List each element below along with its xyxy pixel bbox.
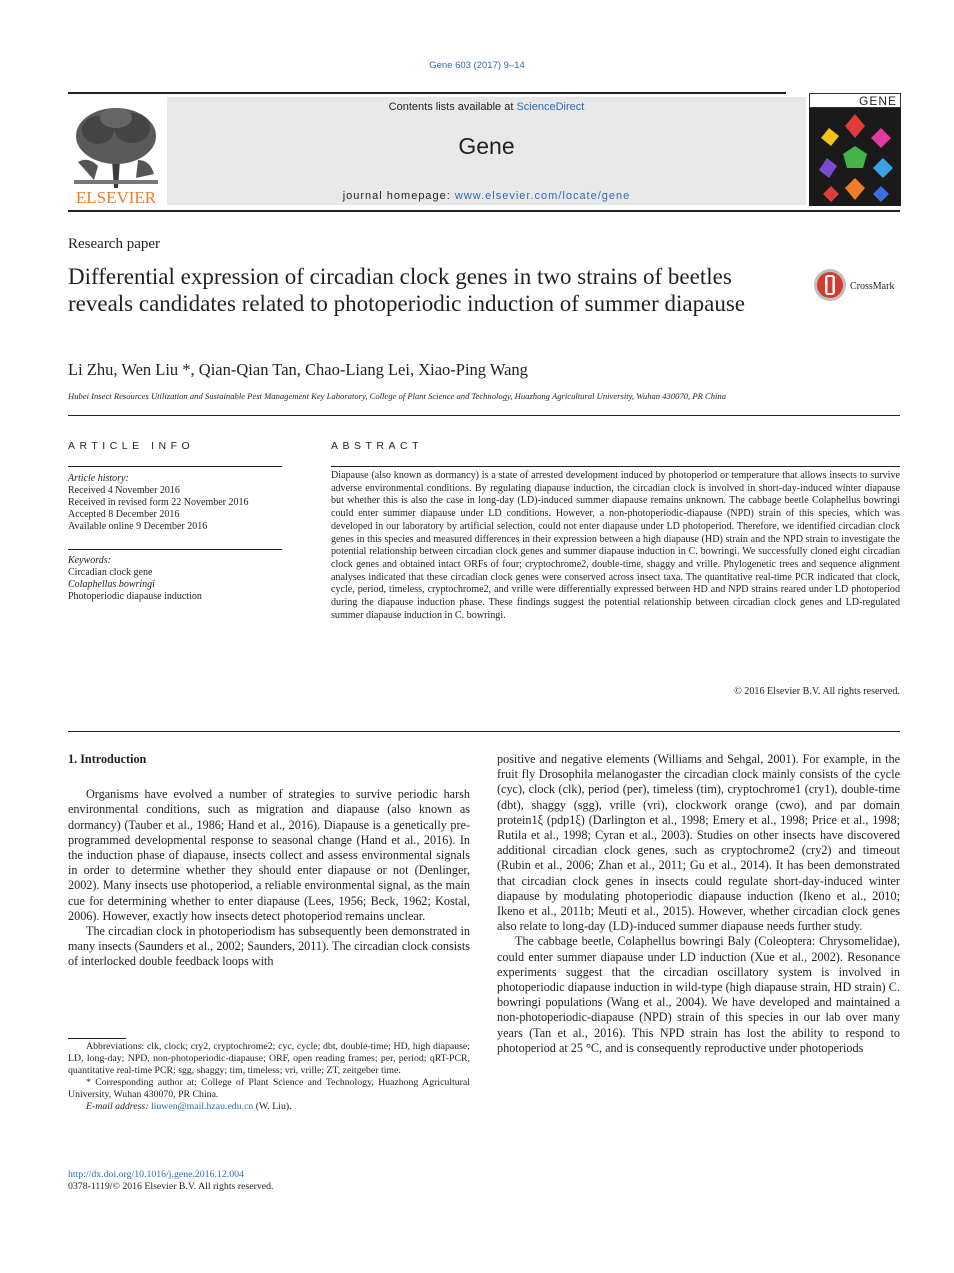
elsevier-wordmark: ELSEVIER (75, 188, 157, 206)
doi-block (68, 1169, 273, 1193)
body-paragraph: The circadian clock in photoperiodism has subsequently been demonstrated in many insects (Saunders et al., 2002; Saunders, 2011). The circadian clock consists of interlocked double feedback loops with (68, 924, 470, 969)
header-rule (68, 92, 786, 94)
homepage-line (167, 190, 806, 202)
info-rule (68, 466, 282, 467)
abstract-text: Diapause (also known as dormancy) is a state of arrested development induced by photoperiod or temperature that allows insects to survive adverse environmental conditions. By regulating diapause induction, the circadian clock is involved in short-day-induced winter diapause but whether this is also the case in long-day (LD)-induced summer diapause remains unknown. The cabbage beetle Colaphellus bowringi could enter summer diapause under LD conditions. However, a non-photoperiodic-diapause (NPD) strain of this species, which was developed in our laboratory by artificial selection, could not enter diapause under LD photoperiod. Therefore, we identified circadian clock genes in this species and measured differences in their expression between a high diapause (HD) strain and the NPD strain to investigate the potential relationship between circadian clock genes and summer diapause induction in C. bowringi. We successfully cloned eight circadian clock genes and obtained intact ORFs of four; cryptochrome2, double-time, shaggy and vrille. Phylogenetic trees and sequence alignment analyses indicated that these circadian clock genes were conserved across insect taxa. The quantitative real-time PCR indicated that clock, cycle, period, timeless, cryptochrome2, and vrille were differentially expressed between HD and NPD strains reared under LD photoperiod during the diapause induction phase. These findings suggest the potential relationship between circadian clock genes and LD-regulated summer diapause induction in C. bowringi. (331, 470, 900, 621)
body-paragraph: positive and negative elements (Williams and Sehgal, 2001). For example, in the fruit fly Drosophila melanogaster the circadian clock mainly consists of the cycle (cyc), clock (clk), period (per), timeless (tim), cryptochrome1 (cry1), double-time (dbt), shaggy (sgg), vrille (vri), clockwork orange (cwo), and par domain protein1ξ (pdp1ξ) (Darlington et al., 1998; Emery et al., 1998; Price et al., 1998; Rutila et al., 1998; Cyran et al., 2003). Studies on other insects have discovered additional circadian clock genes, such as cryptochrome2 (cry2) and timeout (Rubin et al., 2006; Zhan et al., 2011; Gu et al., 2014). It has been demonstrated that circadian clock genes in insects could regulate short-day-induced winter diapause by modulating photoperiodic diapause induction (Ikeno et al., 2010; Ikeno et al., 2011b; Meuti et al., 2015). However, whether circadian clock genes also relate to long-day (LD)-induced summer diapause needs further study. (497, 752, 900, 934)
email-footnote (68, 1101, 470, 1113)
affiliation: Hubei Insect Resources Utilization and Sustainable Pest Management Key Laboratory, College of Plant Science and Technology, Huazhong Agricultural University, Wuhan 430070, PR China (68, 391, 726, 401)
article-info-heading: ARTICLE INFO (68, 440, 195, 452)
keyword-item: Circadian clock gene (68, 567, 153, 578)
article-history (68, 473, 282, 533)
keyword-item: Photoperiodic diapause induction (68, 591, 202, 602)
abstract-rule (331, 466, 900, 467)
body-column-right (497, 752, 900, 1056)
elsevier-logo[interactable] (68, 100, 164, 206)
body-paragraph: The cabbage beetle, Colaphellus bowringi Baly (Coleoptera: Chrysomelidae), could enter summer diapause under LD induction (Xue et al., 2002). Resonance experiments suggest that the circadian oscillatory system is involved in photoperiodic diapause induction in wild-type (high diapause strain, HD strain) C. bowringi populations (Wang et al., 2004). We have developed and maintained a non-photoperiodic-diapause (NPD) strain of this species in our lab over many years (Tan et al., 2016). This NPD strain has lost the ability to respond to photoperiod at 25 °C, and is consequently reproductive under photoperiods (497, 934, 900, 1055)
crossmark-badge[interactable] (812, 267, 902, 303)
section-heading-introduction: 1. Introduction (68, 752, 147, 766)
abbreviations-footnote: Abbreviations: clk, clock; cry2, cryptochrome2; cyc, cycle; dbt, double-time; HD, high diapause; LD, long-day; NPD, non-photoperiodic-diapause; ORF, open reading frames; per, period; qRT-PCR, quantitative real-time PCR; sgg, shaggy; tim, timeless; vri, vrille; ZT, zeitgeber time. (68, 1041, 470, 1076)
paper-title: Differential expression of circadian clock genes in two strains of beetles reveals candidates related to photoperiodic induction of summer diapause (68, 264, 745, 316)
homepage-link[interactable]: www.elsevier.com/locate/gene (454, 190, 631, 202)
footnote-rule (68, 1038, 126, 1039)
corresponding-author-footnote: * Corresponding author at: College of Plant Science and Technology, Huazhong Agricultural University, Wuhan 430070, PR China. (68, 1077, 470, 1100)
email-label: E-mail address: (86, 1101, 151, 1112)
homepage-prefix: journal homepage: (342, 190, 455, 202)
journal-citation[interactable]: Gene 603 (2017) 9–14 (429, 60, 525, 71)
authors-text: Li Zhu, Wen Liu *, Qian-Qian Tan, Chao-Liang Lei, Xiao-Ping Wang (68, 360, 528, 379)
email-link[interactable]: liuwen@mail.hzau.edu.cn (150, 1101, 254, 1112)
crossmark-label: CrossMark (850, 281, 895, 292)
contents-line (167, 101, 806, 113)
doi-link[interactable]: http://dx.doi.org/10.1016/j.gene.2016.12.004 (68, 1169, 244, 1180)
contents-prefix: Contents lists available at (388, 101, 517, 113)
affiliation-rule (68, 415, 900, 416)
issn-line: 0378-1119/© 2016 Elsevier B.V. All rights reserved. (68, 1181, 274, 1192)
email-suffix: (W. Liu). (253, 1101, 292, 1112)
history-label: Article history: (68, 473, 129, 484)
copyright-notice: © 2016 Elsevier B.V. All rights reserved. (734, 686, 900, 697)
history-online: Available online 9 December 2016 (68, 521, 208, 532)
keyword-item: Colaphellus bowringi (68, 579, 155, 590)
keywords-label: Keywords: (68, 555, 111, 566)
journal-cover[interactable] (809, 93, 901, 206)
body-paragraph: Organisms have evolved a number of strategies to survive periodic harsh environmental conditions, such as migration and diapause (also known as dormancy) (Tauber et al., 1986; Hand et al., 2016). Diapause is a genetically pre-programmed developmental response to seasonal change (Hand et al., 2016). In the induction phase of diapause, insects collect and assess environmental signals in order to determine whether they should enter diapause or not (Denlinger, 2002). Many insects use photoperiod, a reliable environmental signal, as the main cue for determining whether to enter diapause (Lees, 1956; Beck, 1962; Kostal, 2006). However, exactly how insects detect photoperiod remains unclear. (68, 787, 470, 923)
body-column-left (68, 752, 470, 970)
cover-art (809, 108, 901, 206)
footnotes (68, 1041, 470, 1113)
keywords-rule (68, 549, 282, 550)
abstract-heading: ABSTRACT (331, 440, 424, 452)
cover-title: GENE (858, 94, 897, 108)
history-revised: Received in revised form 22 November 2016 (68, 497, 249, 508)
history-received: Received 4 November 2016 (68, 485, 180, 496)
header-bottom-rule (68, 210, 900, 212)
history-accepted: Accepted 8 December 2016 (68, 509, 180, 520)
journal-name: Gene (458, 133, 515, 159)
sciencedirect-link[interactable]: ScienceDirect (516, 101, 585, 113)
cover-header (809, 93, 901, 108)
abstract-bottom-rule (68, 731, 900, 732)
paper-type: Research paper (68, 236, 161, 252)
keywords (68, 555, 282, 603)
author-list (68, 360, 528, 380)
